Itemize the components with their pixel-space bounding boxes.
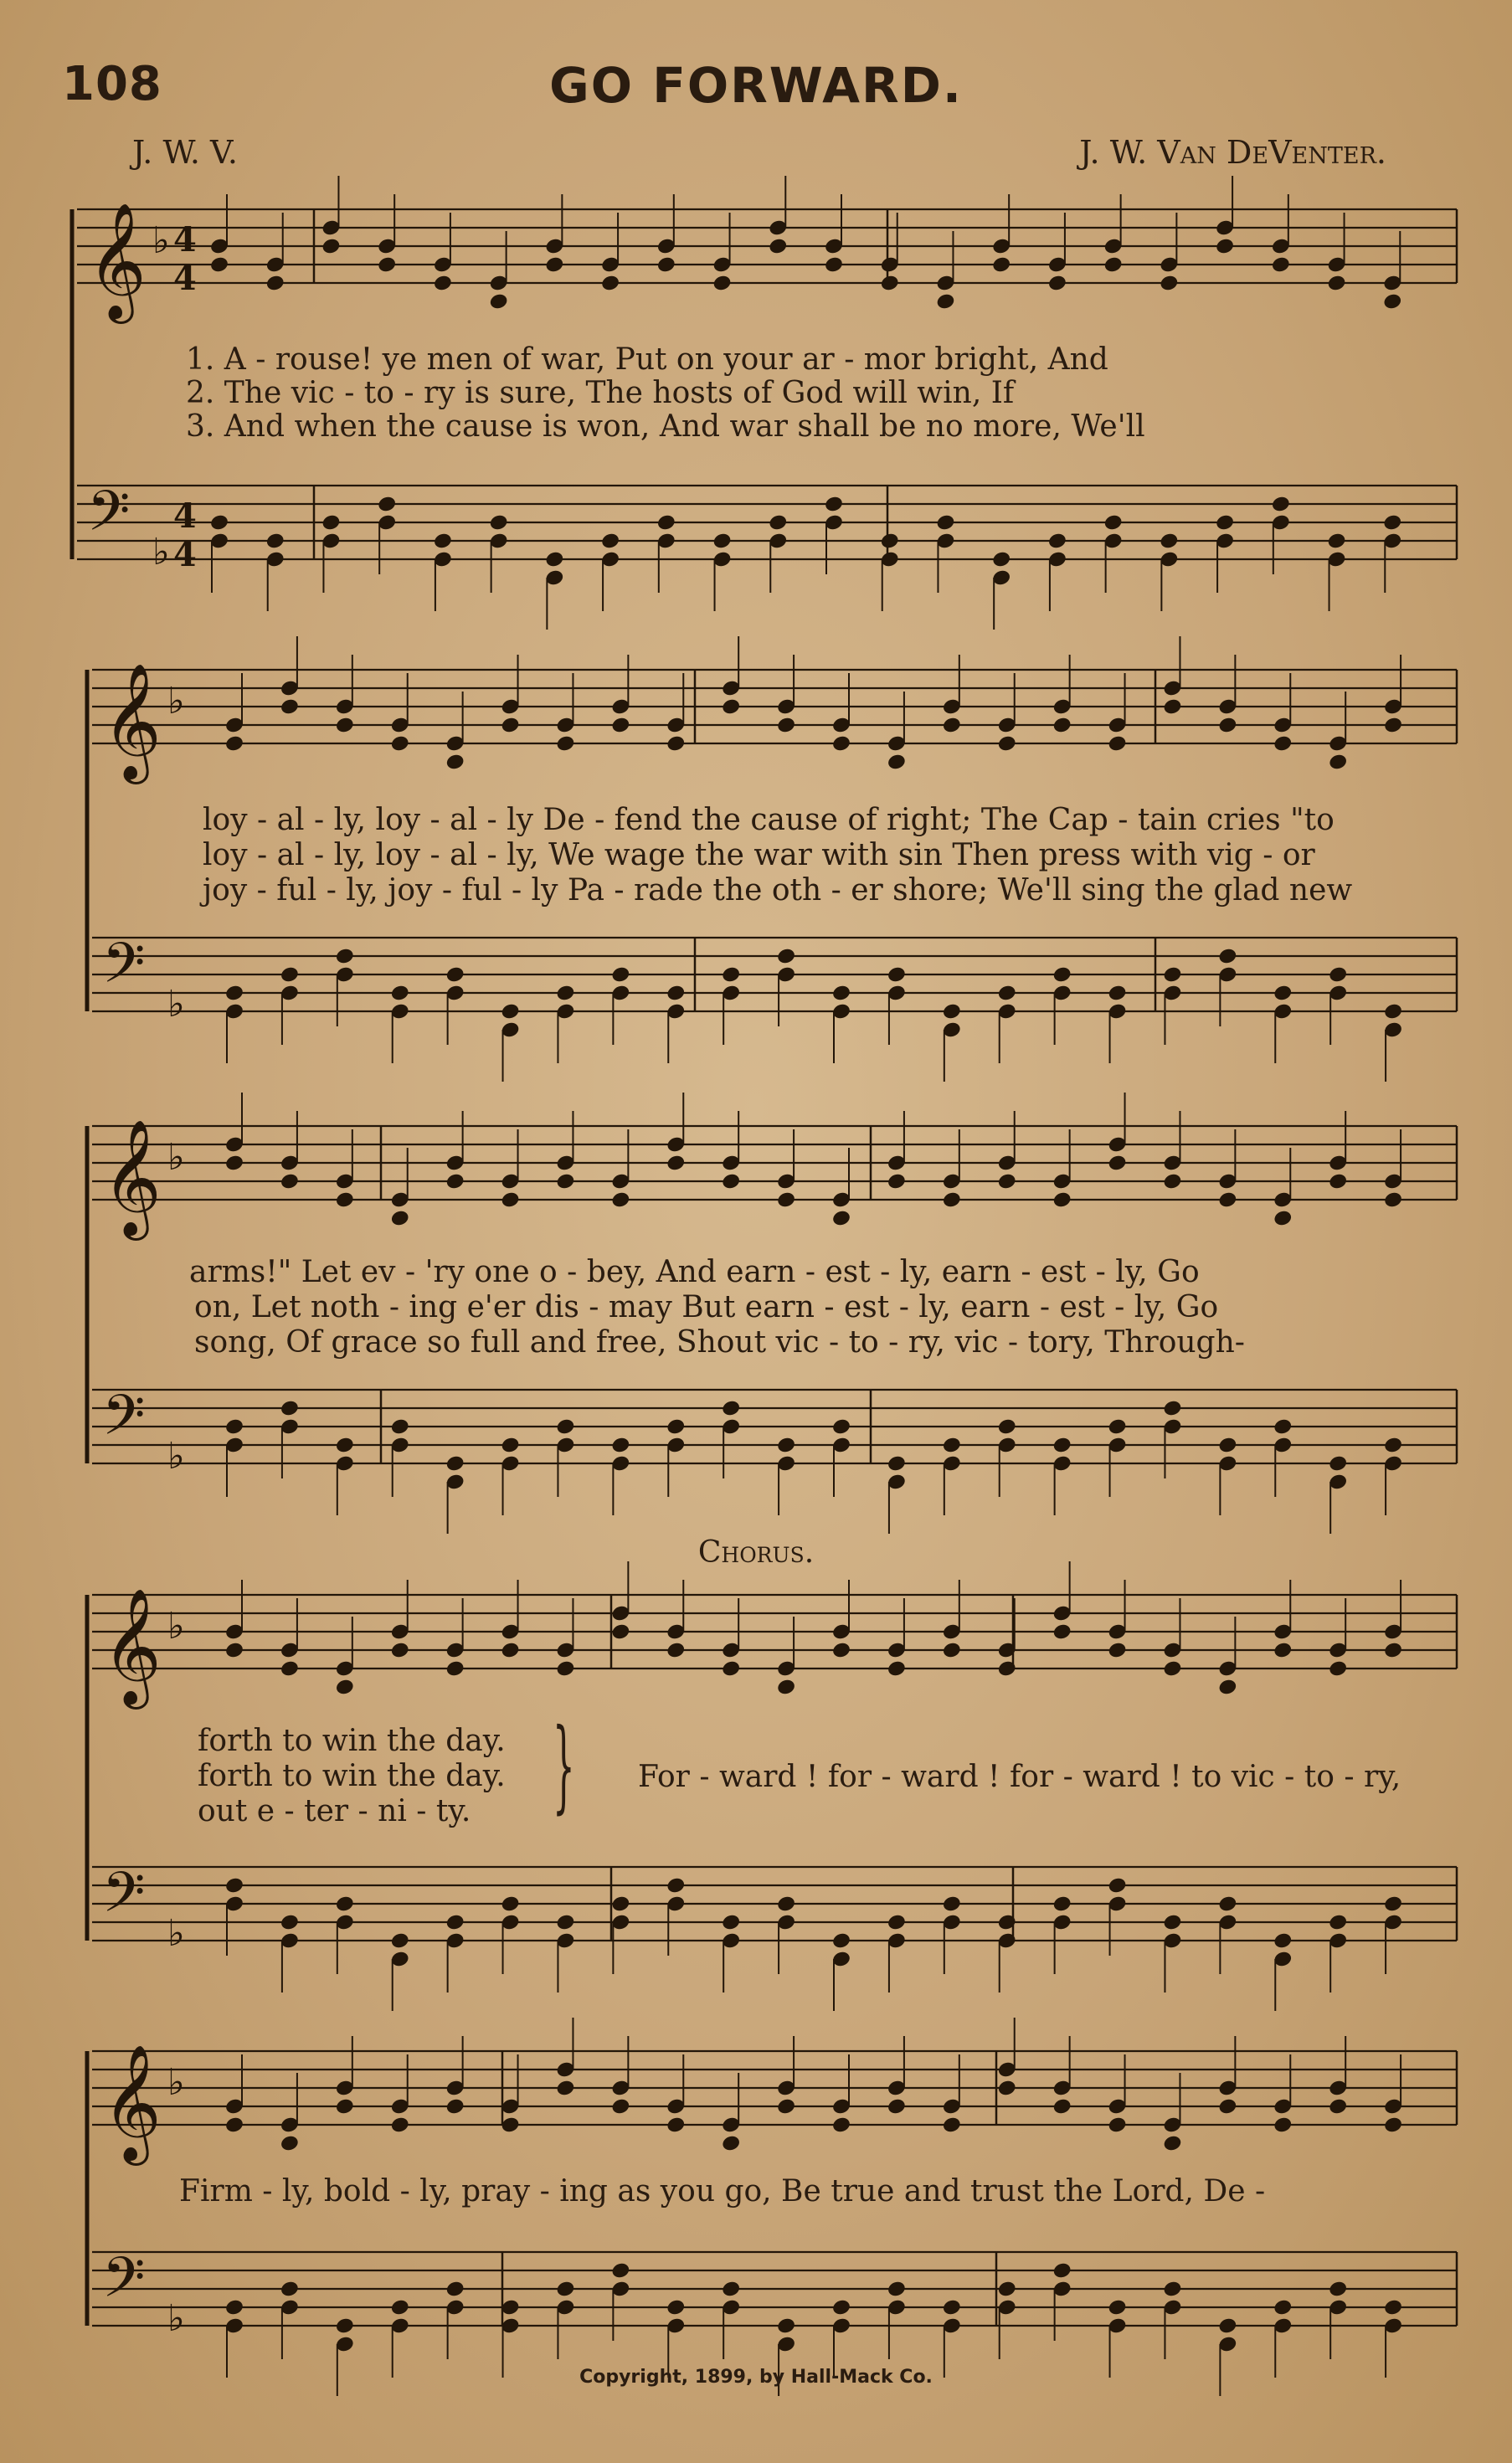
note-head [1383,1002,1403,1021]
note-head [721,2280,741,2298]
note-head [335,2316,355,2335]
note-head [935,513,955,532]
note-head [887,753,907,771]
note-head [666,2116,686,2134]
flat-icon: ♭ [152,219,170,262]
note-head [1107,1641,1127,1659]
note-head [1162,965,1182,984]
note-head [1159,532,1179,550]
note-head [656,513,676,532]
note-head [1217,1895,1237,1913]
note-head [489,513,509,532]
lyric-s3-v1: arms!" Let ev - 'ry one o - bey, And earn - est - ly, earn - est - ly, Go [189,1255,1200,1289]
treble-clef-icon: 𝄞 [102,1119,162,1236]
note-head [1107,734,1127,753]
note-head [880,532,900,550]
composer-credit: J. W. Van DeVenter. [1079,134,1386,171]
note-head [1271,255,1291,274]
note-head [942,716,962,734]
note-head [280,1913,300,1931]
note-head [1273,2298,1293,2316]
note-head [942,1895,962,1913]
note-head [335,1190,355,1209]
note-head [666,734,686,753]
note-head [544,550,564,568]
bass-clef-icon: 𝄢 [102,1383,146,1461]
note-head [824,495,844,513]
time-signature: 4 [173,535,197,574]
note-head [610,965,630,984]
note-head [1052,716,1072,734]
note-head [445,1913,465,1931]
note-head [500,1895,520,1913]
note-head [1382,513,1402,532]
note-head [224,1417,244,1436]
note-head [1052,1622,1072,1641]
note-head [280,1172,300,1190]
note-head [321,237,341,255]
lyric-s3-v3: song, Of grace so full and free, Shout vic - to - ry, vic - tory, Through- [194,1325,1245,1360]
note-head [1383,2298,1403,2316]
time-signature: 4 [173,220,197,260]
lyric-s1-v2: 2. The vic - to - ry is sure, The hosts of God will win, If [186,376,1015,410]
note-head [1328,753,1348,771]
note-head [224,734,244,753]
note-head [997,734,1017,753]
note-head [880,274,900,292]
note-head [942,1436,962,1454]
note-head [1217,947,1237,965]
note-head [390,1931,410,1950]
note-head [1107,1876,1127,1895]
treble-clef-icon: 𝄞 [102,2044,162,2161]
note-head [887,1659,907,1678]
note-head [1217,1190,1237,1209]
note-head [1328,1659,1348,1678]
note-head [1052,965,1072,984]
bass-clef-icon: 𝄢 [87,479,131,557]
note-head [1162,1172,1182,1190]
note-head [544,255,564,274]
note-head [1217,2097,1237,2116]
note-head [776,2097,796,2116]
note-head [721,965,741,984]
lyric-s2-v1: loy - al - ly, loy - al - ly De - fend the cause of right; The Cap - tain cries "to [203,803,1335,837]
lyric-s4-v2: forth to win the day. [198,1759,506,1793]
note-head [489,292,509,311]
note-head [721,1913,741,1931]
note-head [721,1659,741,1678]
note-head [942,1002,962,1021]
song-title: GO FORWARD. [549,57,963,114]
note-head [335,716,355,734]
note-head [433,274,453,292]
note-head [500,1641,520,1659]
note-head [666,984,686,1002]
note-head [500,716,520,734]
note-head [390,1641,410,1659]
note-head [600,274,620,292]
chorus-refrain-lyric: For - ward ! for - ward ! for - ward ! to vic - to - ry, [638,1760,1401,1794]
note-head [445,965,465,984]
note-head [1273,1931,1293,1950]
note-head [335,2097,355,2116]
note-head [1103,513,1124,532]
note-head [265,274,285,292]
note-head [1052,1436,1072,1454]
note-head [831,1417,851,1436]
flat-icon: ♭ [167,1912,185,1955]
note-head [1383,716,1403,734]
note-head [1328,1913,1348,1931]
page-number: 108 [62,57,162,111]
note-head [224,1641,244,1659]
note-head [1383,1190,1403,1209]
note-head [224,1876,244,1895]
note-head [997,1417,1017,1436]
note-head [335,1895,355,1913]
bass-clef-icon: 𝄢 [102,1860,146,1938]
note-head [997,2280,1017,2298]
note-head [1273,2116,1293,2134]
note-head [610,2097,630,2116]
note-head [935,292,955,311]
note-head [776,716,796,734]
time-signature: 4 [173,496,197,536]
note-head [831,734,851,753]
note-head [280,697,300,716]
lyric-s4-v3: out e - ter - ni - ty. [198,1794,471,1828]
treble-clef-icon: 𝄞 [102,663,162,779]
note-head [555,1659,575,1678]
note-head [280,1399,300,1417]
note-head [224,2116,244,2134]
note-head [1162,1659,1182,1678]
note-head [831,984,851,1002]
note-head [776,947,796,965]
note-head [1215,237,1235,255]
note-head [1159,274,1179,292]
note-head [831,1209,851,1227]
note-head [1273,1209,1293,1227]
note-head [942,2298,962,2316]
note-head [712,274,732,292]
note-head [991,255,1011,274]
flat-icon: ♭ [167,2297,185,2340]
note-head [610,1436,630,1454]
lyric-s5-v1: Firm - ly, bold - ly, pray - ing as you go, Be true and trust the Lord, De - [179,2174,1266,2208]
note-head [335,1678,355,1696]
verse-brace: } [553,1708,575,1824]
note-head [1103,255,1124,274]
note-head [1328,2280,1348,2298]
note-head [610,1190,630,1209]
note-head [831,2116,851,2134]
note-head [445,2097,465,2116]
note-head [610,1622,630,1641]
note-head [1273,734,1293,753]
note-head [1217,1678,1237,1696]
flat-icon: ♭ [167,1605,185,1648]
note-head [887,965,907,984]
note-head [887,1913,907,1931]
note-head [1107,984,1127,1002]
note-head [209,255,229,274]
note-head [390,734,410,753]
note-head [1326,274,1346,292]
note-head [776,1436,796,1454]
lyric-s1-v1: 1. A - rouse! ye men of war, Put on your ar - mor bright, And [186,342,1108,377]
note-head [1215,513,1235,532]
note-head [500,1190,520,1209]
note-head [555,2079,575,2097]
note-head [887,1172,907,1190]
note-head [335,1436,355,1454]
note-head [1052,1895,1072,1913]
note-head [1328,965,1348,984]
note-head [721,697,741,716]
note-head [377,255,397,274]
note-head [1052,2097,1072,2116]
note-head [776,1895,796,1913]
flat-icon: ♭ [167,1435,185,1478]
note-head [280,965,300,984]
note-head [887,2280,907,2298]
note-head [942,1641,962,1659]
note-head [1383,1641,1403,1659]
lyric-s2-v2: loy - al - ly, loy - al - ly, We wage the war with sin Then press with vig - or [203,838,1315,872]
lyricist-credit: J. W. V. [132,134,238,171]
note-head [265,532,285,550]
note-head [377,495,397,513]
note-head [997,1172,1017,1190]
note-head [1052,2261,1072,2280]
flat-icon: ♭ [167,983,185,1026]
note-head [224,2298,244,2316]
note-head [768,513,788,532]
note-head [831,1641,851,1659]
note-head [280,1659,300,1678]
note-head [666,1417,686,1436]
note-head [942,1190,962,1209]
note-head [1328,2097,1348,2116]
note-head [1047,274,1067,292]
note-head [776,1678,796,1696]
note-head [1162,1913,1182,1931]
note-head [390,1417,410,1436]
note-head [1382,292,1402,311]
note-head [390,2298,410,2316]
note-head [433,532,453,550]
note-head [390,984,410,1002]
note-head [555,734,575,753]
note-head [997,984,1017,1002]
note-head [555,1172,575,1190]
note-head [600,532,620,550]
note-head [321,513,341,532]
note-head [942,2116,962,2134]
note-head [721,2134,741,2152]
note-head [1162,697,1182,716]
note-head [824,255,844,274]
bass-clef-icon: 𝄢 [102,931,146,1009]
note-head [1107,1154,1127,1172]
note-head [666,1876,686,1895]
note-head [555,1913,575,1931]
chorus-label: Chorus. [697,1535,815,1570]
note-head [280,2134,300,2152]
bass-clef-icon: 𝄢 [102,2245,146,2323]
note-head [1383,1895,1403,1913]
note-head [831,1931,851,1950]
flat-icon: ♭ [167,1136,185,1179]
note-head [1162,1399,1182,1417]
note-head [500,1002,520,1021]
note-head [1162,2280,1182,2298]
note-head [831,2298,851,2316]
note-head [656,255,676,274]
note-head [997,2079,1017,2097]
note-head [887,1454,907,1473]
note-head [1326,532,1346,550]
note-head [555,1417,575,1436]
note-head [1217,716,1237,734]
note-head [209,513,229,532]
time-signature: 4 [173,259,197,298]
note-head [1047,532,1067,550]
note-head [555,2280,575,2298]
note-head [1162,2134,1182,2152]
treble-clef-icon: 𝄞 [102,1588,162,1705]
flat-icon: ♭ [152,531,170,573]
lyric-s1-v3: 3. And when the cause is won, And war shall be no more, We'll [186,409,1145,444]
note-head [666,2298,686,2316]
note-head [721,1399,741,1417]
treble-clef-icon: 𝄞 [87,203,147,319]
note-head [768,237,788,255]
note-head [610,2261,630,2280]
note-head [1217,1436,1237,1454]
note-head [666,1154,686,1172]
note-head [555,984,575,1002]
flat-icon: ♭ [167,680,185,722]
note-head [335,947,355,965]
note-head [991,550,1011,568]
note-head [445,2280,465,2298]
copyright-notice: Copyright, 1899, by Hall-Mack Co. [579,2367,933,2388]
note-head [224,1154,244,1172]
note-head [776,2316,796,2335]
note-head [1107,1417,1127,1436]
note-head [445,753,465,771]
note-head [1328,1172,1348,1190]
note-head [1107,2116,1127,2134]
note-head [280,2280,300,2298]
flat-icon: ♭ [167,2061,185,2104]
note-head [1273,984,1293,1002]
lyric-s2-v3: joy - ful - ly, joy - ful - ly Pa - rade the oth - er shore; We'll sing the glad new [203,873,1353,908]
note-head [1273,1417,1293,1436]
note-head [1383,2116,1403,2134]
note-head [1271,495,1291,513]
note-head [887,2097,907,2116]
note-head [1383,1436,1403,1454]
note-head [224,984,244,1002]
note-head [1107,2298,1127,2316]
note-head [1052,1190,1072,1209]
note-head [721,1172,741,1190]
note-head [445,1172,465,1190]
note-head [1273,1641,1293,1659]
note-head [712,532,732,550]
note-head [390,2116,410,2134]
note-head [445,1659,465,1678]
note-head [666,1641,686,1659]
note-head [445,1454,465,1473]
lyric-s3-v2: on, Let noth - ing e'er dis - may But earn - est - ly, earn - est - ly, Go [194,1290,1219,1324]
lyric-s4-v1: forth to win the day. [198,1724,506,1758]
note-head [776,1190,796,1209]
note-head [610,716,630,734]
note-head [390,1209,410,1227]
note-head [1217,2316,1237,2335]
note-head [1328,1454,1348,1473]
note-head [610,1895,630,1913]
note-head [500,1436,520,1454]
